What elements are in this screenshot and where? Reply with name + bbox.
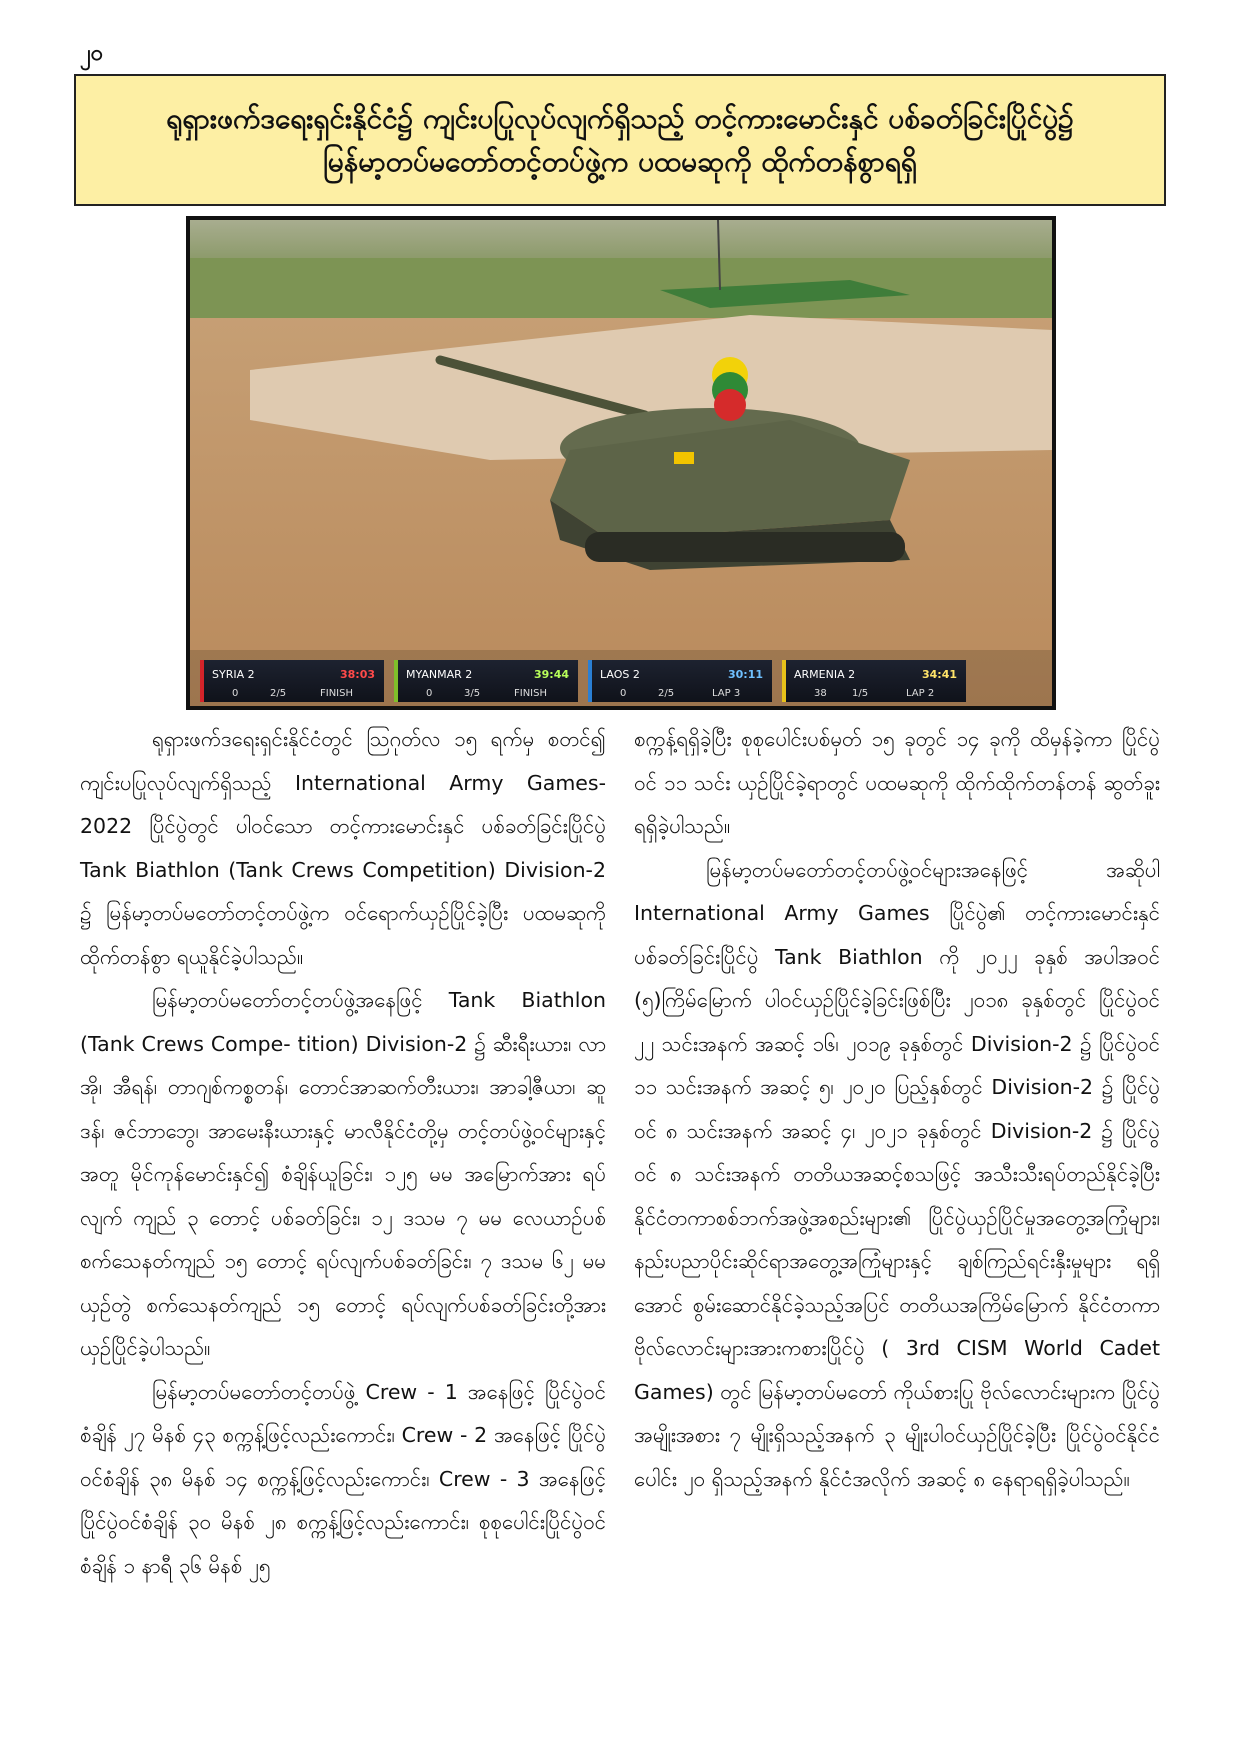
- hud-team-3: ARMENIA 2: [794, 668, 856, 681]
- hud-team-1: MYANMAR 2: [406, 668, 473, 681]
- article-column-left: [80, 718, 606, 1588]
- tank-photo-illustration: [190, 220, 1052, 706]
- paragraph: မြန်မာ့တပ်မတော်တင့်တပ်ဖွဲ့အနေဖြင့် Tank Biathlon (Tank Crews Compe- tition) Division-2 ၌ ဆီးရီးယား၊ လာအို၊ အီရန်၊ တာဂျစ်ကစ္စတန်၊ တောင်အာဆက်တီးယား၊ အာခါ့ဇီယာ၊ ဆူဒန်၊ ဇင်ဘာဘွေ၊ အာမေးနီးယားနှင့် မာလီနိုင်ငံတို့မှ တင့်တပ်ဖွဲ့ဝင်များနှင့်အတူ မိုင်ကုန်မောင်းနှင်၍ စံချိန်ယူခြင်း၊ ၁၂၅ မမ အမြောက်အား ရပ်လျက် ကျည် ၃ တောင့် ပစ်ခတ်ခြင်း၊ ၁၂ ဒသမ ၇ မမ လေယာဉ်ပစ် စက်သေနတ်ကျည် ၁၅ တောင့် ရပ်လျက်ပစ်ခတ်ခြင်း၊ ၇ ဒသမ ၆၂ မမ ယှဉ်တွဲ စက်သေနတ်ကျည် ၁၅ တောင့် ရပ်လျက်ပစ်ခတ်ခြင်းတို့အား ယှဉ်ပြိုင်ခဲ့ပါသည်။: [80, 988, 606, 1360]
- hud-time-2: 30:11: [728, 668, 764, 681]
- hud-team-0: SYRIA 2: [212, 668, 255, 681]
- hud-panel-2: [588, 660, 772, 702]
- hud-time-1: 39:44: [534, 668, 570, 681]
- hud-score-a-2: 0: [620, 688, 627, 699]
- hud-score-a-0: 0: [232, 688, 239, 699]
- hud-score-b-1: 3/5: [464, 688, 481, 699]
- hud-status-3: LAP 2: [906, 688, 935, 699]
- treeline: [190, 220, 1052, 260]
- article-column-right: [634, 718, 1160, 1501]
- hud-score-a-1: 0: [426, 688, 433, 699]
- paragraph: မြန်မာ့တပ်မတော်တင့်တပ်ဖွဲ့ဝင်များအနေဖြင့် အဆိုပါ International Army Games ပြိုင်ပွဲ၏ တင့်ကားမောင်းနှင်ပစ်ခတ်ခြင်းပြိုင်ပွဲ Tank Biathlon ကို ၂၀၂၂ ခုနှစ် အပါအဝင် (၅)ကြိမ်မြောက် ပါဝင်ယှဉ်ပြိုင်ခဲ့ခြင်းဖြစ်ပြီး ၂၀၁၈ ခုနှစ်တွင် ပြိုင်ပွဲဝင် ၂၂ သင်းအနက် အဆင့် ၁၆၊ ၂၀၁၉ ခုနှစ်တွင် Division-2 ၌ ပြိုင်ပွဲဝင် ၁၁ သင်းအနက် အဆင့် ၅၊ ၂၀၂၀ ပြည့်နှစ်တွင် Division-2 ၌ ပြိုင်ပွဲဝင် ၈ သင်းအနက် အဆင့် ၄၊ ၂၀၂၁ ခုနှစ်တွင် Division-2 ၌ ပြိုင်ပွဲဝင် ၈ သင်းအနက် တတိယအဆင့်စသဖြင့် အသီးသီးရပ်တည်နိုင်ခဲ့ပြီး နိုင်ငံတကာစစ်ဘက်အဖွဲ့အစည်းများ၏ ပြိုင်ပွဲယှဉ်ပြိုင်မှုအတွေ့အကြုံများ၊ နည်းပညာပိုင်းဆိုင်ရာအတွေ့အကြုံများနှင့် ချစ်ကြည်ရင်းနှီးမှုများ ရရှိအောင် စွမ်းဆောင်နိုင်ခဲ့သည့်အပြင် တတိယအကြိမ်မြောက် နိုင်ငံတကာ ဗိုလ်လောင်းများအားကစားပြိုင်ပွဲ ( 3rd CISM World Cadet Games) တွင် မြန်မာ့တပ်မတော် ကိုယ်စားပြု ဗိုလ်လောင်းများက ပြိုင်ပွဲအမျိုးအစား ၇ မျိုးရှိသည့်အနက် ၃ မျိုးပါဝင်ယှဉ်ပြိုင်ခဲ့ပြီး ပြိုင်ပွဲဝင်နိုင်ငံပေါင်း ၂၀ ရှိသည့်အနက် နိုင်ငံအလိုက် အဆင့် ၈ နေရာရရှိခဲ့ပါသည်။: [634, 857, 1160, 1491]
- headline-line-1: ရုရှားဖက်ဒရေးရှင်းနိုင်ငံ၌ ကျင်းပပြုလုပ်လျက်ရှိသည့် တင့်ကားမောင်းနှင် ပစ်ခတ်ခြင်းပြိုင်ပွဲ၌: [166, 101, 1074, 135]
- hud-time-3: 34:41: [922, 668, 958, 681]
- headline-box: [74, 74, 1166, 206]
- hud-score-b-3: 1/5: [852, 688, 869, 699]
- hud-panel-3: [782, 660, 966, 702]
- hud-status-2: LAP 3: [712, 688, 741, 699]
- paragraph: ရုရှားဖက်ဒရေးရှင်းနိုင်ငံတွင် ဩဂုတ်လ ၁၅ ရက်မှ စတင်၍ ကျင်းပပြုလုပ်လျက်ရှိသည့် International Army Games-2022 ပြိုင်ပွဲတွင် ပါဝင်သော တင့်ကားမောင်းနှင် ပစ်ခတ်ခြင်းပြိုင်ပွဲ Tank Biathlon (Tank Crews Competition) Division-2 ၌ မြန်မာ့တပ်မတော်တင့်တပ်ဖွဲ့က ဝင်ရောက်ယှဉ်ပြိုင်ခဲ့ပြီး ပထမဆုကို ထိုက်တန်စွာ ရယူနိုင်ခဲ့ပါသည်။: [80, 727, 606, 969]
- hud-team-2: LAOS 2: [600, 668, 640, 681]
- hud-panel-0: [200, 660, 384, 702]
- hud-accent-2: [588, 660, 592, 702]
- hud-panel-1: [394, 660, 578, 702]
- hud-score-b-2: 2/5: [658, 688, 675, 699]
- hud-status-1: FINISH: [514, 688, 547, 699]
- paragraph: မြန်မာ့တပ်မတော်တင့်တပ်ဖွဲ့ Crew - 1 အနေဖြင့် ပြိုင်ပွဲဝင်စံချိန် ၂၇ မိနစ် ၄၃ စက္ကန့်ဖြင့်လည်းကောင်း၊ Crew - 2 အနေဖြင့် ပြိုင်ပွဲဝင်စံချိန် ၃၈ မိနစ် ၁၄ စက္ကန့်ဖြင့်လည်းကောင်း၊ Crew - 3 အနေဖြင့် ပြိုင်ပွဲဝင်စံချိန် ၃၀ မိနစ် ၂၈ စက္ကန့်ဖြင့်လည်းကောင်း၊ စုစုပေါင်းပြိုင်ပွဲဝင်စံချိန် ၁ နာရီ ၃၆ မိနစ် ၂၅: [80, 1379, 606, 1578]
- grass-field: [190, 258, 1052, 318]
- page-number: ၂၀: [80, 41, 104, 66]
- hud-accent-1: [394, 660, 398, 702]
- hud-score-a-3: 38: [814, 688, 827, 699]
- hud-status-0: FINISH: [320, 688, 353, 699]
- tank-photo: [186, 216, 1056, 710]
- hud-accent-3: [782, 660, 786, 702]
- hud-score-b-0: 2/5: [270, 688, 287, 699]
- hud-time-0: 38:03: [340, 668, 376, 681]
- headline-line-2: မြန်မာ့တပ်မတော်တင့်တပ်ဖွဲ့က ပထမဆုကို ထိုက်တန်စွာရရှိ: [323, 145, 917, 178]
- paragraph: စက္ကန့်ရရှိခဲ့ပြီး စုစုပေါင်းပစ်မှတ် ၁၅ ခုတွင် ၁၄ ခုကို ထိမှန်ခဲ့ကာ ပြိုင်ပွဲဝင် ၁၁ သင်း ယှဉ်ပြိုင်ခဲ့ရာတွင် ပထမဆုကို ထိုက်ထိုက်တန်တန် ဆွတ်ခူးရရှိခဲ့ပါသည်။: [634, 727, 1160, 838]
- hud-accent-0: [200, 660, 204, 702]
- article-body: [80, 718, 1160, 1718]
